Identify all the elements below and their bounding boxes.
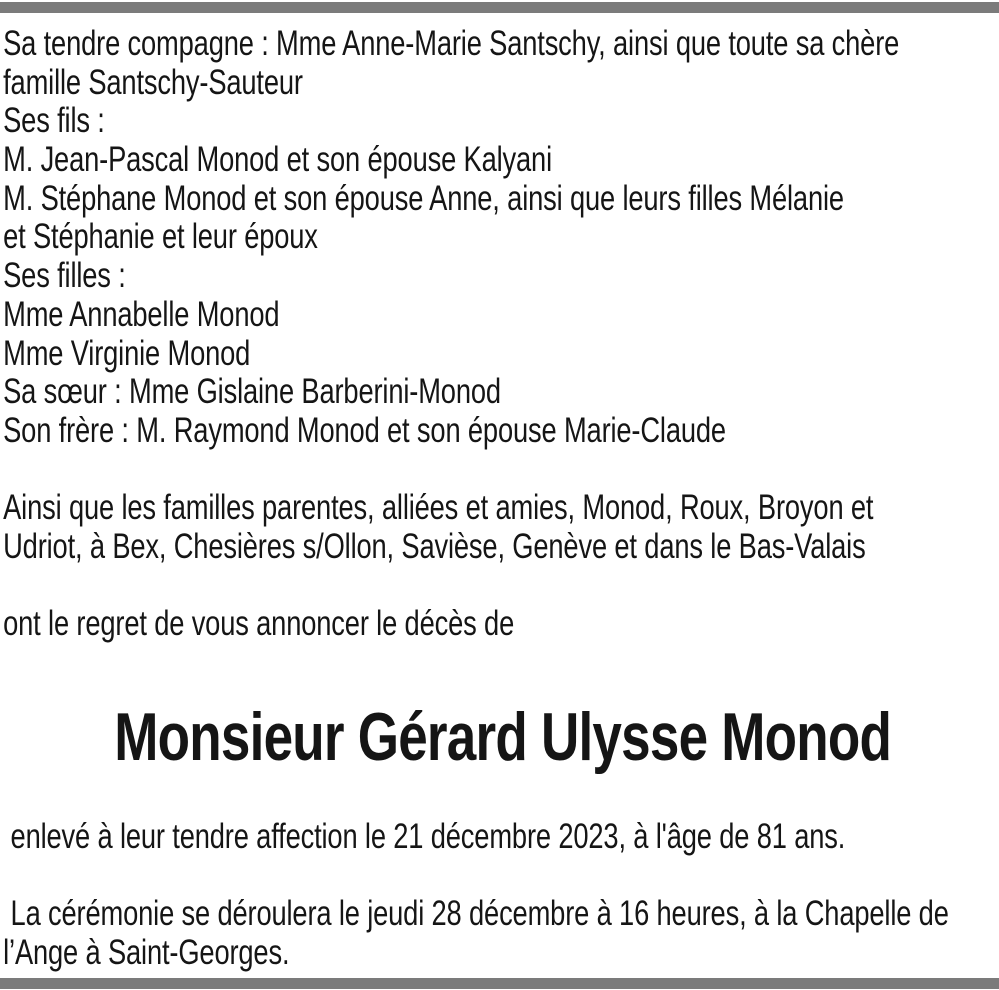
notice-line: Mme Annabelle Monod bbox=[3, 294, 280, 334]
notice-line: Son frère : M. Raymond Monod et son épouse Marie-Claude bbox=[3, 410, 726, 450]
ceremony-line: La cérémonie se déroulera le jeudi 28 décembre à 16 heures, à la Chapelle de bbox=[3, 894, 949, 934]
notice-line: Mme Virginie Monod bbox=[3, 333, 251, 373]
blank-line bbox=[3, 857, 999, 896]
notice-line: et Stéphanie et leur époux bbox=[3, 217, 318, 257]
bottom-border-bar bbox=[0, 978, 999, 989]
top-border-bar bbox=[0, 2, 999, 13]
notice-line: M. Stéphane Monod et son épouse Anne, ainsi que leurs filles Mélanie bbox=[3, 178, 844, 218]
notice-line: famille Santschy-Sauteur bbox=[3, 62, 303, 102]
ceremony-line: l’Ange à Saint-Georges. bbox=[3, 933, 290, 973]
death-date-line: enlevé à leur tendre affection le 21 décembre 2023, à l'âge de 81 ans. bbox=[3, 817, 846, 856]
deceased-name: Monsieur Gérard Ulysse Monod bbox=[114, 699, 892, 775]
notice-content bbox=[0, 13, 999, 973]
announcement-line: ont le regret de vous annoncer le décès de bbox=[3, 604, 515, 644]
notice-line: Ses fils : bbox=[3, 101, 105, 141]
notice-line: Ainsi que les familles parentes, alliées et amies, Monod, Roux, Broyon et bbox=[3, 488, 874, 528]
blank-line bbox=[3, 567, 999, 606]
notice-line: Sa tendre compagne : Mme Anne-Marie Santschy, ainsi que toute sa chère bbox=[3, 24, 900, 63]
notice-text-block bbox=[0, 13, 999, 973]
notice-line: M. Jean-Pascal Monod et son épouse Kalyani bbox=[3, 140, 552, 180]
notice-line: Udriot, à Bex, Chesières s/Ollon, Savièse, Genève et dans le Bas-Valais bbox=[3, 526, 866, 566]
notice-line: Ses filles : bbox=[3, 256, 126, 296]
blank-line bbox=[3, 451, 999, 490]
notice-line: Sa sœur : Mme Gislaine Barberini-Monod bbox=[3, 372, 501, 412]
